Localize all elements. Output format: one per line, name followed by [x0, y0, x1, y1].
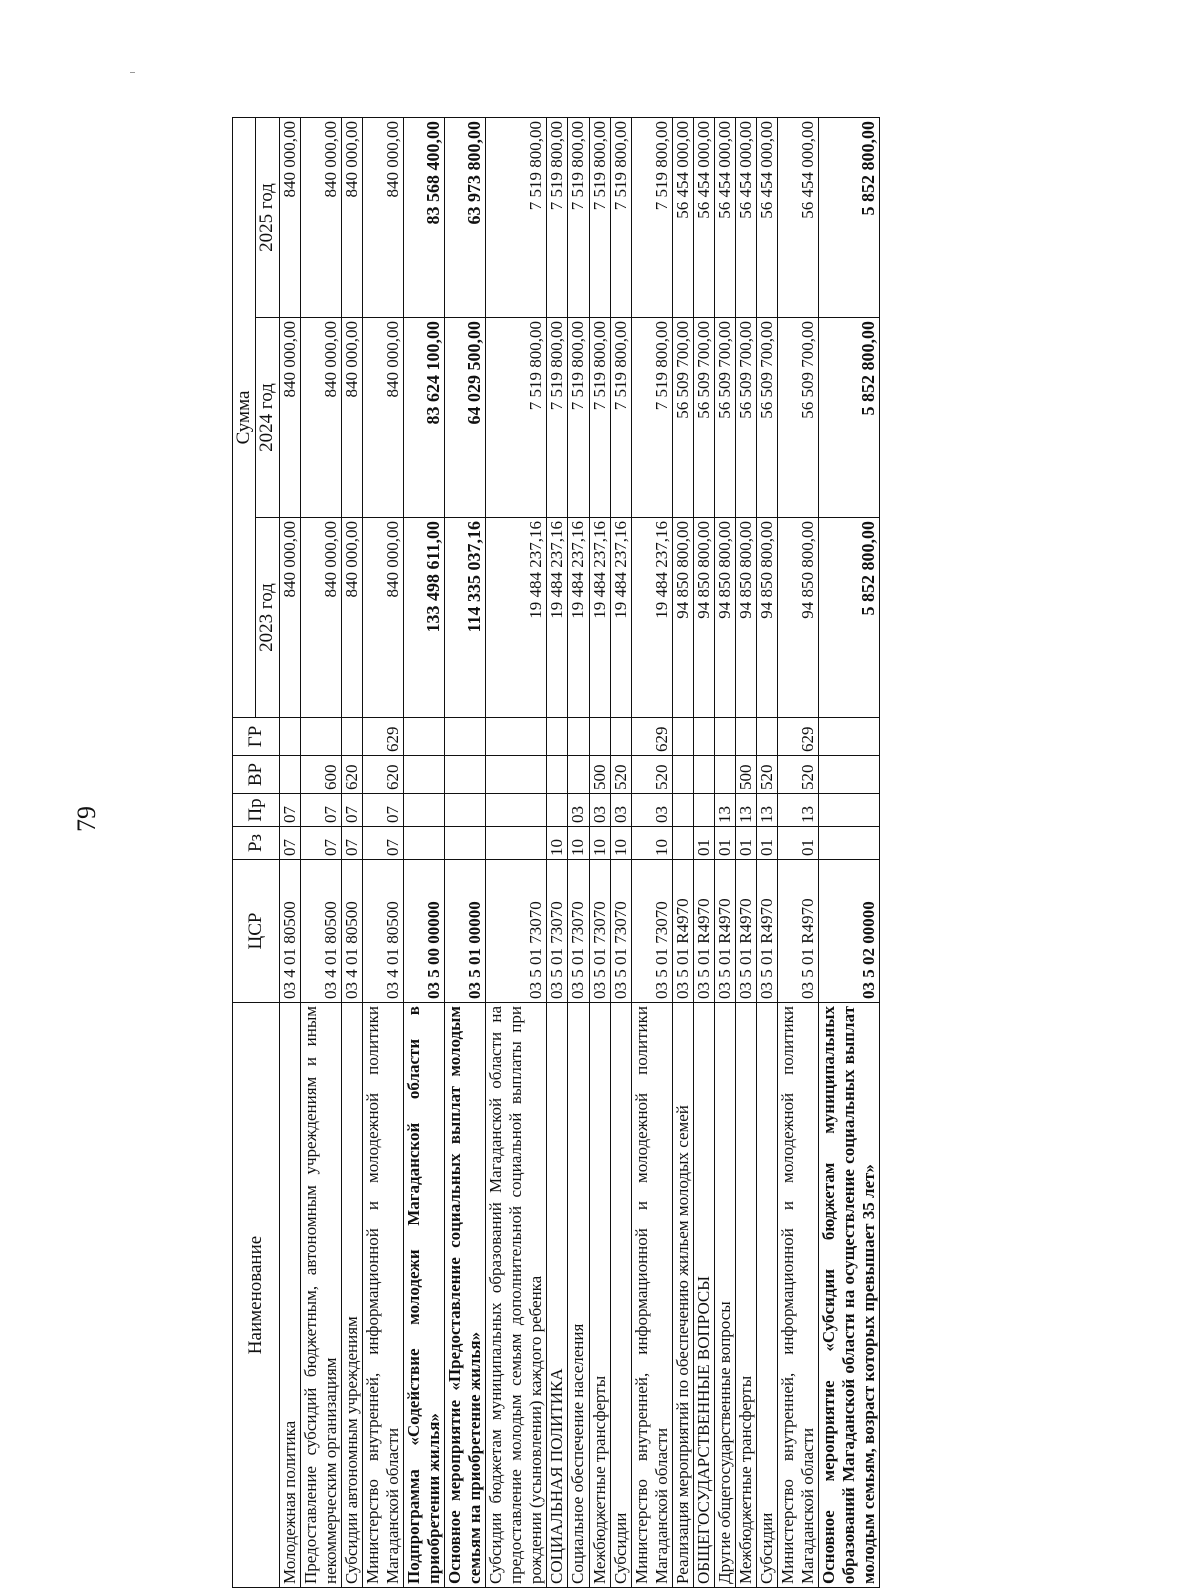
cell-gr	[714, 718, 735, 756]
cell-name: Молодежная политика	[279, 1003, 300, 1588]
cell-gr	[589, 718, 610, 756]
cell-gr	[300, 718, 341, 756]
header-gr: ГР	[233, 718, 280, 756]
cell-y2024: 56 509 700,00	[672, 318, 693, 518]
cell-csr: 03 4 01 80500	[341, 860, 362, 1003]
cell-y2023: 133 498 611,00	[404, 518, 445, 718]
cell-pr: 03	[631, 794, 672, 827]
table-row	[672, 117, 693, 1587]
cell-y2024: 56 509 700,00	[735, 318, 756, 518]
table-row	[777, 117, 818, 1587]
cell-vr	[672, 756, 693, 794]
cell-name: Субсидии	[610, 1003, 631, 1588]
cell-y2023: 840 000,00	[279, 518, 300, 718]
budget-table	[232, 117, 880, 1588]
cell-gr	[568, 718, 589, 756]
cell-y2024: 56 509 700,00	[777, 318, 818, 518]
table-row	[279, 117, 300, 1587]
table-row	[568, 117, 589, 1587]
cell-csr: 03 5 01 73070	[547, 860, 568, 1003]
cell-pr: 13	[735, 794, 756, 827]
cell-gr	[610, 718, 631, 756]
cell-y2024: 840 000,00	[279, 318, 300, 518]
cell-name: Межбюджетные трансферты	[735, 1003, 756, 1588]
cell-csr: 03 5 02 00000	[819, 860, 880, 1003]
header-pr: Пр	[233, 794, 280, 827]
cell-csr: 03 4 01 80500	[300, 860, 341, 1003]
cell-gr	[341, 718, 362, 756]
table-header	[233, 117, 280, 1587]
cell-rz: 01	[777, 827, 818, 860]
header-csr: ЦСР	[233, 860, 280, 1003]
cell-vr	[693, 756, 714, 794]
cell-rz	[819, 827, 880, 860]
cell-name: Подпрограмма «Содействие молодежи Магаданской области в приобретении жилья»	[404, 1003, 445, 1588]
cell-csr: 03 5 01 R4970	[777, 860, 818, 1003]
cell-vr	[819, 756, 880, 794]
rotated-table-container	[232, 118, 880, 1588]
cell-pr: 07	[363, 794, 404, 827]
table-row	[589, 117, 610, 1587]
cell-y2024: 83 624 100,00	[404, 318, 445, 518]
cell-name: Субсидии бюджетам муниципальных образований Магаданской области на предоставление молодым семьям дополнительной социальной выплаты при рождении (усыновлении) каждого ребенка	[486, 1003, 547, 1588]
table-row	[735, 117, 756, 1587]
cell-rz: 07	[363, 827, 404, 860]
cell-y2025: 83 568 400,00	[404, 117, 445, 317]
cell-rz: 07	[279, 827, 300, 860]
cell-y2025: 840 000,00	[363, 117, 404, 317]
cell-csr: 03 5 01 73070	[610, 860, 631, 1003]
cell-rz: 10	[610, 827, 631, 860]
cell-vr: 620	[363, 756, 404, 794]
cell-rz: 10	[589, 827, 610, 860]
cell-csr: 03 5 01 R4970	[693, 860, 714, 1003]
cell-vr	[404, 756, 445, 794]
cell-y2023: 19 484 237,16	[610, 518, 631, 718]
cell-rz: 01	[714, 827, 735, 860]
cell-pr	[547, 794, 568, 827]
cell-name: Министерство внутренней, информационной и молодежной политики Магаданской области	[363, 1003, 404, 1588]
cell-vr	[568, 756, 589, 794]
cell-rz	[404, 827, 445, 860]
cell-name: Субсидии	[756, 1003, 777, 1588]
cell-name: Основное мероприятие «Предоставление социальных выплат молодым семьям на приобретение жилья»	[445, 1003, 486, 1588]
table-row	[631, 117, 672, 1587]
cell-name: Социальное обеспечение населения	[568, 1003, 589, 1588]
cell-y2023: 19 484 237,16	[568, 518, 589, 718]
cell-vr	[714, 756, 735, 794]
cell-pr	[672, 794, 693, 827]
cell-y2025: 56 454 000,00	[714, 117, 735, 317]
cell-y2024: 7 519 800,00	[589, 318, 610, 518]
cell-gr	[819, 718, 880, 756]
table-row	[547, 117, 568, 1587]
table-row	[819, 117, 880, 1587]
cell-gr: 629	[363, 718, 404, 756]
cell-y2023: 19 484 237,16	[486, 518, 547, 718]
cell-vr	[445, 756, 486, 794]
cell-csr: 03 5 01 R4970	[672, 860, 693, 1003]
cell-y2024: 5 852 800,00	[819, 318, 880, 518]
cell-name: Субсидии автономным учреждениям	[341, 1003, 362, 1588]
cell-pr	[486, 794, 547, 827]
cell-y2024: 56 509 700,00	[756, 318, 777, 518]
cell-vr: 500	[735, 756, 756, 794]
cell-vr: 520	[777, 756, 818, 794]
table-row	[693, 117, 714, 1587]
cell-gr	[279, 718, 300, 756]
scan-artifact	[130, 72, 135, 73]
cell-y2023: 94 850 800,00	[714, 518, 735, 718]
cell-name: Министерство внутренней, информационной и молодежной политики Магаданской области	[777, 1003, 818, 1588]
cell-vr: 520	[631, 756, 672, 794]
table-row	[610, 117, 631, 1587]
header-year-2024: 2024 год	[256, 318, 279, 518]
cell-rz: 07	[341, 827, 362, 860]
cell-rz: 10	[547, 827, 568, 860]
cell-rz: 10	[568, 827, 589, 860]
cell-y2025: 840 000,00	[341, 117, 362, 317]
cell-y2024: 56 509 700,00	[714, 318, 735, 518]
cell-vr	[547, 756, 568, 794]
cell-y2025: 56 454 000,00	[693, 117, 714, 317]
cell-y2023: 840 000,00	[341, 518, 362, 718]
cell-y2023: 19 484 237,16	[547, 518, 568, 718]
cell-rz: 07	[300, 827, 341, 860]
cell-y2023: 94 850 800,00	[756, 518, 777, 718]
cell-gr	[693, 718, 714, 756]
cell-pr	[445, 794, 486, 827]
cell-vr	[279, 756, 300, 794]
cell-y2025: 5 852 800,00	[819, 117, 880, 317]
cell-vr: 520	[610, 756, 631, 794]
cell-y2024: 56 509 700,00	[693, 318, 714, 518]
cell-y2024: 840 000,00	[363, 318, 404, 518]
cell-y2023: 19 484 237,16	[631, 518, 672, 718]
cell-y2025: 56 454 000,00	[777, 117, 818, 317]
header-year-2023: 2023 год	[256, 518, 279, 718]
cell-y2023: 19 484 237,16	[589, 518, 610, 718]
table-body	[279, 117, 879, 1587]
header-year-2025: 2025 год	[256, 117, 279, 317]
cell-vr: 520	[756, 756, 777, 794]
cell-pr: 03	[610, 794, 631, 827]
cell-y2024: 840 000,00	[341, 318, 362, 518]
cell-csr: 03 5 00 00000	[404, 860, 445, 1003]
cell-csr: 03 5 01 R4970	[735, 860, 756, 1003]
cell-vr	[486, 756, 547, 794]
cell-pr: 07	[341, 794, 362, 827]
cell-gr	[404, 718, 445, 756]
cell-y2023: 94 850 800,00	[693, 518, 714, 718]
cell-rz	[445, 827, 486, 860]
cell-y2024: 7 519 800,00	[547, 318, 568, 518]
cell-csr: 03 5 01 73070	[568, 860, 589, 1003]
cell-gr: 629	[777, 718, 818, 756]
cell-y2024: 7 519 800,00	[631, 318, 672, 518]
cell-vr: 500	[589, 756, 610, 794]
cell-csr: 03 4 01 80500	[279, 860, 300, 1003]
cell-name: Реализация мероприятий по обеспечению жильем молодых семей	[672, 1003, 693, 1588]
cell-pr: 07	[300, 794, 341, 827]
table-row	[404, 117, 445, 1587]
cell-gr	[672, 718, 693, 756]
cell-y2025: 56 454 000,00	[756, 117, 777, 317]
cell-pr: 03	[589, 794, 610, 827]
cell-y2025: 840 000,00	[300, 117, 341, 317]
cell-name: Основное мероприятие «Субсидии бюджетам муниципальных образований Магаданской области на осуществление социальных выплат молодым семьям, возраст которых превышает 35 лет»	[819, 1003, 880, 1588]
cell-y2024: 7 519 800,00	[486, 318, 547, 518]
cell-name: Предоставление субсидий бюджетным, автономным учреждениям и иным некоммерческим организациям	[300, 1003, 341, 1588]
cell-gr	[756, 718, 777, 756]
cell-rz: 01	[693, 827, 714, 860]
cell-y2023: 94 850 800,00	[672, 518, 693, 718]
cell-y2025: 7 519 800,00	[589, 117, 610, 317]
cell-y2024: 7 519 800,00	[610, 318, 631, 518]
cell-y2025: 7 519 800,00	[486, 117, 547, 317]
cell-csr: 03 5 01 00000	[445, 860, 486, 1003]
cell-y2023: 114 335 037,16	[445, 518, 486, 718]
cell-vr: 600	[300, 756, 341, 794]
cell-pr: 07	[279, 794, 300, 827]
cell-pr: 13	[777, 794, 818, 827]
cell-rz: 01	[735, 827, 756, 860]
cell-y2023: 5 852 800,00	[819, 518, 880, 718]
table-row	[300, 117, 341, 1587]
cell-pr	[819, 794, 880, 827]
cell-name: Другие общегосударственные вопросы	[714, 1003, 735, 1588]
cell-csr: 03 5 01 R4970	[714, 860, 735, 1003]
cell-name: Министерство внутренней, информационной и молодежной политики Магаданской области	[631, 1003, 672, 1588]
cell-pr	[693, 794, 714, 827]
table-row	[445, 117, 486, 1587]
cell-gr: 629	[631, 718, 672, 756]
cell-gr	[547, 718, 568, 756]
table-row	[714, 117, 735, 1587]
table-row	[486, 117, 547, 1587]
cell-y2025: 840 000,00	[279, 117, 300, 317]
cell-pr: 13	[756, 794, 777, 827]
cell-csr: 03 5 01 R4970	[756, 860, 777, 1003]
cell-y2024: 64 029 500,00	[445, 318, 486, 518]
cell-y2025: 56 454 000,00	[672, 117, 693, 317]
cell-y2025: 56 454 000,00	[735, 117, 756, 317]
cell-pr	[404, 794, 445, 827]
table-row	[756, 117, 777, 1587]
cell-gr	[445, 718, 486, 756]
cell-vr: 620	[341, 756, 362, 794]
cell-name: СОЦИАЛЬНАЯ ПОЛИТИКА	[547, 1003, 568, 1588]
cell-rz	[672, 827, 693, 860]
cell-name: ОБЩЕГОСУДАРСТВЕННЫЕ ВОПРОСЫ	[693, 1003, 714, 1588]
cell-y2025: 7 519 800,00	[547, 117, 568, 317]
header-sum: Сумма	[233, 117, 256, 717]
cell-y2023: 840 000,00	[300, 518, 341, 718]
cell-y2025: 7 519 800,00	[610, 117, 631, 317]
page-number: 79	[72, 806, 101, 832]
header-vr: ВР	[233, 756, 280, 794]
cell-name: Межбюджетные трансферты	[589, 1003, 610, 1588]
cell-csr: 03 5 01 73070	[631, 860, 672, 1003]
cell-csr: 03 5 01 73070	[589, 860, 610, 1003]
cell-y2025: 7 519 800,00	[631, 117, 672, 317]
header-rz: Рз	[233, 827, 280, 860]
cell-y2025: 7 519 800,00	[568, 117, 589, 317]
table-row	[341, 117, 362, 1587]
cell-y2024: 7 519 800,00	[568, 318, 589, 518]
cell-csr: 03 5 01 73070	[486, 860, 547, 1003]
cell-gr	[486, 718, 547, 756]
header-name: Наименование	[233, 1003, 280, 1588]
cell-gr	[735, 718, 756, 756]
cell-y2023: 840 000,00	[363, 518, 404, 718]
cell-y2023: 94 850 800,00	[735, 518, 756, 718]
cell-pr: 03	[568, 794, 589, 827]
cell-y2024: 840 000,00	[300, 318, 341, 518]
cell-rz: 01	[756, 827, 777, 860]
table-row	[363, 117, 404, 1587]
cell-y2025: 63 973 800,00	[445, 117, 486, 317]
cell-pr: 13	[714, 794, 735, 827]
cell-y2023: 94 850 800,00	[777, 518, 818, 718]
cell-rz: 10	[631, 827, 672, 860]
cell-rz	[486, 827, 547, 860]
cell-csr: 03 4 01 80500	[363, 860, 404, 1003]
